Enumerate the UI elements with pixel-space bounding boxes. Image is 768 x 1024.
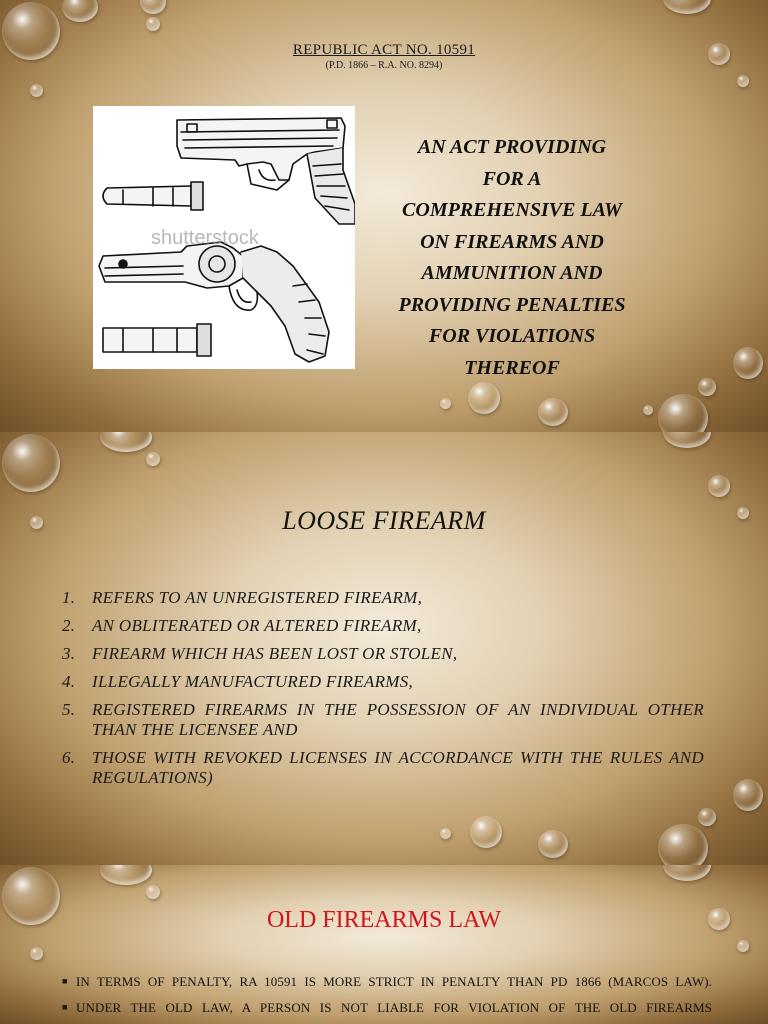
slide-old-firearms-law: [0, 865, 768, 1024]
list-item: [62, 588, 704, 608]
item-text: THOSE WITH REVOKED LICENSES IN ACCORDANCE WITH THE RULES AND REGULATIONS): [92, 748, 704, 787]
loose-firearm-list: [62, 588, 704, 796]
water-drop: [698, 808, 716, 826]
water-drop: [440, 828, 451, 839]
item-text: FIREARM WHICH HAS BEEN LOST OR STOLEN,: [92, 644, 458, 663]
water-drop: [658, 824, 708, 865]
act-line: AMMUNITION AND: [421, 262, 603, 284]
bullet-text: IN TERMS OF PENALTY, RA 10591 IS MORE STRICT IN PENALTY THAN PD 1866 (MARCOS LAW).: [76, 974, 712, 989]
slide-title: REPUBLIC ACT NO. 10591: [292, 42, 476, 58]
water-drop: [663, 0, 711, 14]
list-item: [62, 999, 712, 1016]
item-text: REFERS TO AN UNREGISTERED FIREARM,: [92, 588, 423, 607]
firearms-sketch-icon: [93, 106, 355, 369]
water-drop: [470, 816, 502, 848]
water-drop: [733, 779, 763, 811]
water-drop: [146, 452, 160, 466]
water-drop: [468, 382, 500, 414]
water-drop: [737, 940, 749, 952]
item-text: REGISTERED FIREARMS IN THE POSSESSION OF AN INDIVIDUAL OTHER THAN THE LICENSEE AND: [92, 700, 704, 739]
list-item: [62, 644, 704, 664]
item-number: 2.: [62, 616, 76, 635]
act-line: THEREOF: [464, 356, 560, 379]
act-line: COMPREHENSIVE LAW: [402, 199, 622, 221]
water-drop: [658, 394, 708, 432]
list-item: [62, 672, 704, 692]
list-item: [62, 616, 704, 636]
water-drop: [698, 378, 716, 396]
water-drop: [538, 830, 568, 858]
square-bullet-icon: ■: [62, 976, 68, 986]
item-text: ILLEGALLY MANUFACTURED FIREARMS,: [92, 672, 414, 691]
act-line: PROVIDING PENALTIES: [398, 293, 626, 316]
slide-republic-act: [0, 0, 768, 432]
act-line: FOR VIOLATIONS: [428, 325, 596, 347]
item-text: AN OBLITERATED OR ALTERED FIREARM,: [92, 616, 422, 635]
water-drop: [146, 885, 160, 899]
item-number: 4.: [62, 672, 76, 691]
water-drop: [708, 475, 730, 497]
firearms-illustration: [93, 106, 355, 369]
water-drop: [538, 398, 568, 426]
square-bullet-icon: ■: [62, 1002, 68, 1012]
water-drop: [663, 865, 711, 881]
slide-subtitle: (P.D. 1866 – R.A. NO. 8294): [325, 60, 443, 71]
item-number: 3.: [62, 644, 76, 663]
old-law-bullets: [62, 973, 712, 1024]
list-item: [62, 748, 704, 788]
water-drop: [30, 947, 43, 960]
item-number: 6.: [62, 748, 76, 767]
act-description: [382, 132, 642, 384]
slide-title: LOOSE FIREARM: [282, 506, 486, 535]
water-drop: [140, 0, 166, 14]
water-drop: [30, 84, 43, 97]
water-drop: [100, 865, 152, 885]
slide-loose-firearm: [0, 432, 768, 865]
water-drop: [663, 432, 711, 448]
water-drop: [146, 17, 160, 31]
water-drop: [62, 0, 98, 22]
act-line: AN ACT PROVIDING: [417, 136, 607, 158]
item-number: 5.: [62, 700, 76, 719]
list-item: [62, 700, 704, 740]
list-item: [62, 973, 712, 990]
act-line: ON FIREARMS AND: [420, 230, 604, 253]
act-line: FOR A: [482, 167, 542, 190]
watermark-text: shutterstock: [151, 227, 259, 249]
slide-title: OLD FIREARMS LAW: [266, 907, 502, 933]
water-drop: [440, 398, 451, 409]
water-drop: [737, 75, 749, 87]
water-drop: [2, 434, 60, 492]
water-drop: [643, 405, 653, 415]
water-drop: [733, 347, 763, 379]
item-number: 1.: [62, 588, 76, 607]
bullet-text: UNDER THE OLD LAW, A PERSON IS NOT LIABLE FOR VIOLATION OF THE OLD FIREARMS: [76, 1000, 712, 1015]
water-drop: [100, 432, 152, 452]
